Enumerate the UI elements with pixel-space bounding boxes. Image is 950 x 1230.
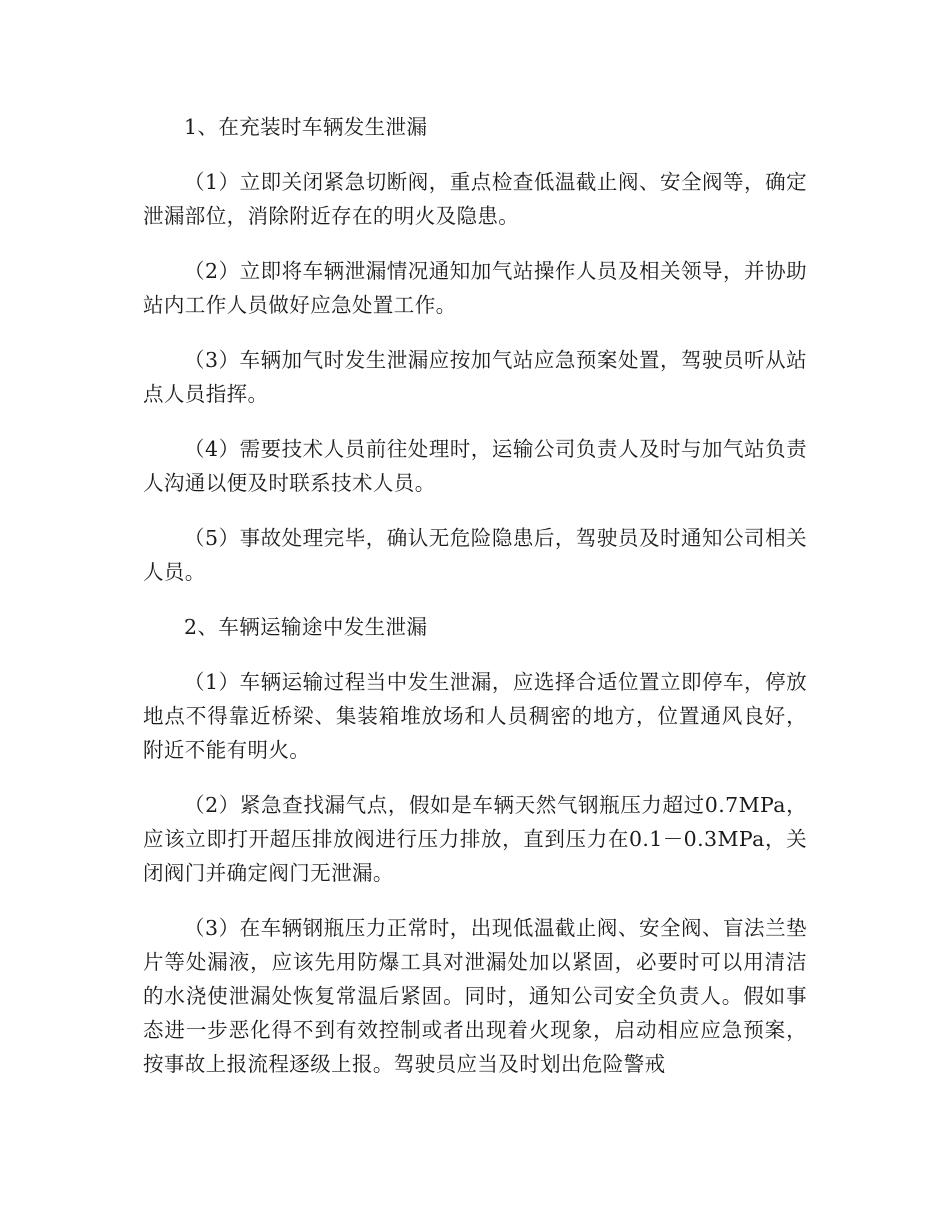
section-1-item-5: （5）事故处理完毕，确认无危险隐患后，驾驶员及时通知公司相关人员。 — [143, 526, 807, 584]
section-1-item-3: （3）车辆加气时发生泄漏应按加气站应急预案处置，驾驶员听从站点人员指挥。 — [143, 348, 807, 406]
section-2-item-3: （3）在车辆钢瓶压力正常时，出现低温截止阀、安全阀、盲法兰垫片等处漏液，应该先用防爆工具对泄漏处加以紧固，必要时可以用清洁的水浇使泄漏处恢复常温后紧固。同时，通知公司安全负责人。假如事态进一步恶化得不到有效控制或者出现着火现象，启动相应应急预案，按事故上报流程逐级上报。驾驶员应当及时划出危险警戒 — [143, 916, 807, 1076]
document-body — [143, 110, 807, 1102]
section-1-item-2: （2）立即将车辆泄漏情况通知加气站操作人员及相关领导，并协助站内工作人员做好应急处置工作。 — [143, 259, 807, 317]
section-2-heading: 2、车辆运输途中发生泄漏 — [184, 615, 428, 639]
section-1-item-1: （1）立即关闭紧急切断阀，重点检查低温截止阀、安全阀等，确定泄漏部位，消除附近存在的明火及隐患。 — [143, 170, 807, 228]
section-2-item-2: （2）紧急查找漏气点，假如是车辆天然气钢瓶压力超过0.7MPa，应该立即打开超压排放阀进行压力排放，直到压力在0.1－0.3MPa，关闭阀门并确定阀门无泄漏。 — [143, 793, 807, 885]
section-1-heading: 1、在充装时车辆发生泄漏 — [184, 115, 428, 139]
section-2-item-1: （1）车辆运输过程当中发生泄漏，应选择合适位置立即停车，停放地点不得靠近桥梁、集装箱堆放场和人员稠密的地方，位置通风良好，附近不能有明火。 — [143, 670, 807, 762]
section-1-item-4: （4）需要技术人员前往处理时，运输公司负责人及时与加气站负责人沟通以便及时联系技术人员。 — [143, 437, 807, 495]
